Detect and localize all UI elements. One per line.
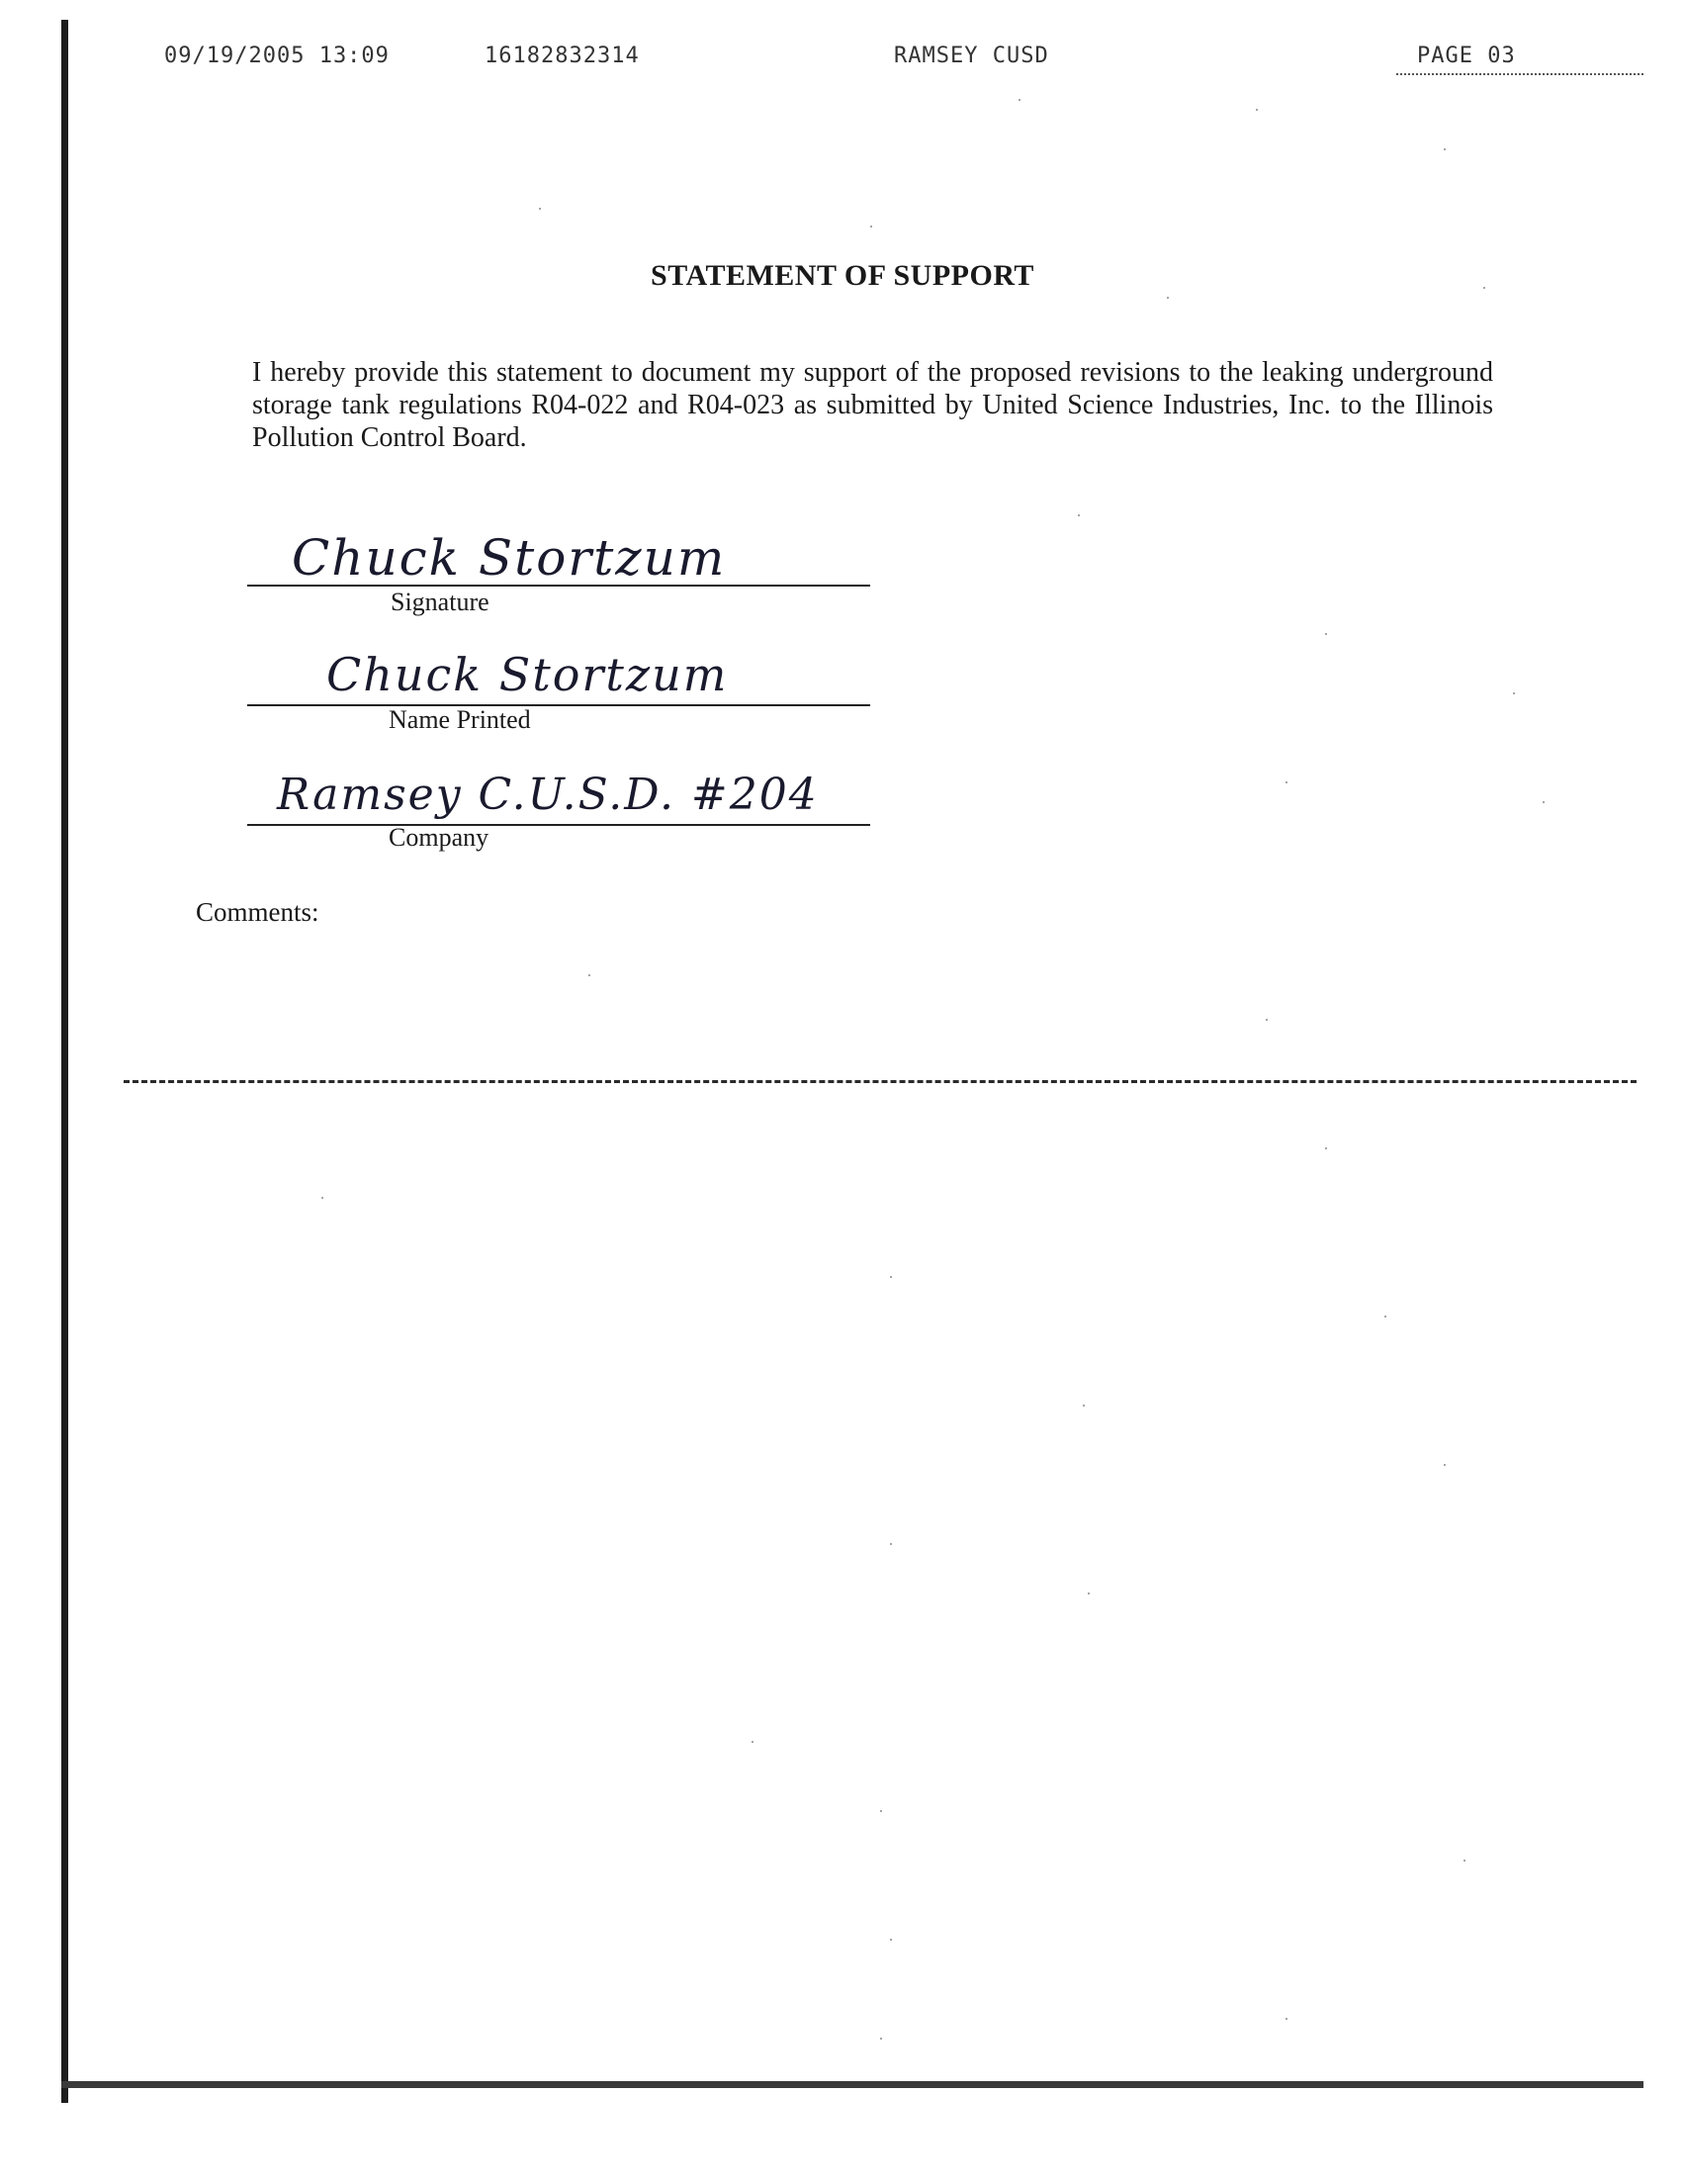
signature-label: Signature	[391, 588, 489, 616]
name-printed-label: Name Printed	[389, 705, 531, 734]
name-printed-line	[247, 704, 870, 706]
handwritten-company: Ramsey C.U.S.D. #204	[277, 770, 819, 820]
left-margin-rule	[61, 20, 68, 2103]
handwritten-signature: Chuck Stortzum	[292, 529, 727, 587]
company-field	[247, 770, 870, 868]
bottom-margin-rule	[61, 2081, 1643, 2088]
signature-field	[247, 529, 870, 628]
handwritten-name: Chuck Stortzum	[326, 648, 729, 701]
company-label: Company	[389, 823, 489, 852]
fax-page-number: PAGE 03	[1417, 44, 1516, 68]
signature-line	[247, 585, 870, 587]
fax-page-underline	[1396, 73, 1643, 75]
name-printed-field	[247, 648, 870, 747]
document-title: STATEMENT OF SUPPORT	[651, 259, 1034, 292]
comments-label: Comments:	[196, 897, 319, 927]
fax-datetime: 09/19/2005 13:09	[164, 44, 390, 68]
company-line	[247, 824, 870, 826]
fax-organization: RAMSEY CUSD	[894, 44, 1049, 68]
fax-phone-number: 16182832314	[485, 44, 640, 68]
statement-paragraph: I hereby provide this statement to document my support of the proposed revisions to the leaking underground storage tank regulations R04-022 and R04-023 as submitted by United Science Industries, Inc. to the Illinois Pollution Control Board.	[252, 357, 1493, 453]
dashed-separator	[124, 1080, 1637, 1083]
